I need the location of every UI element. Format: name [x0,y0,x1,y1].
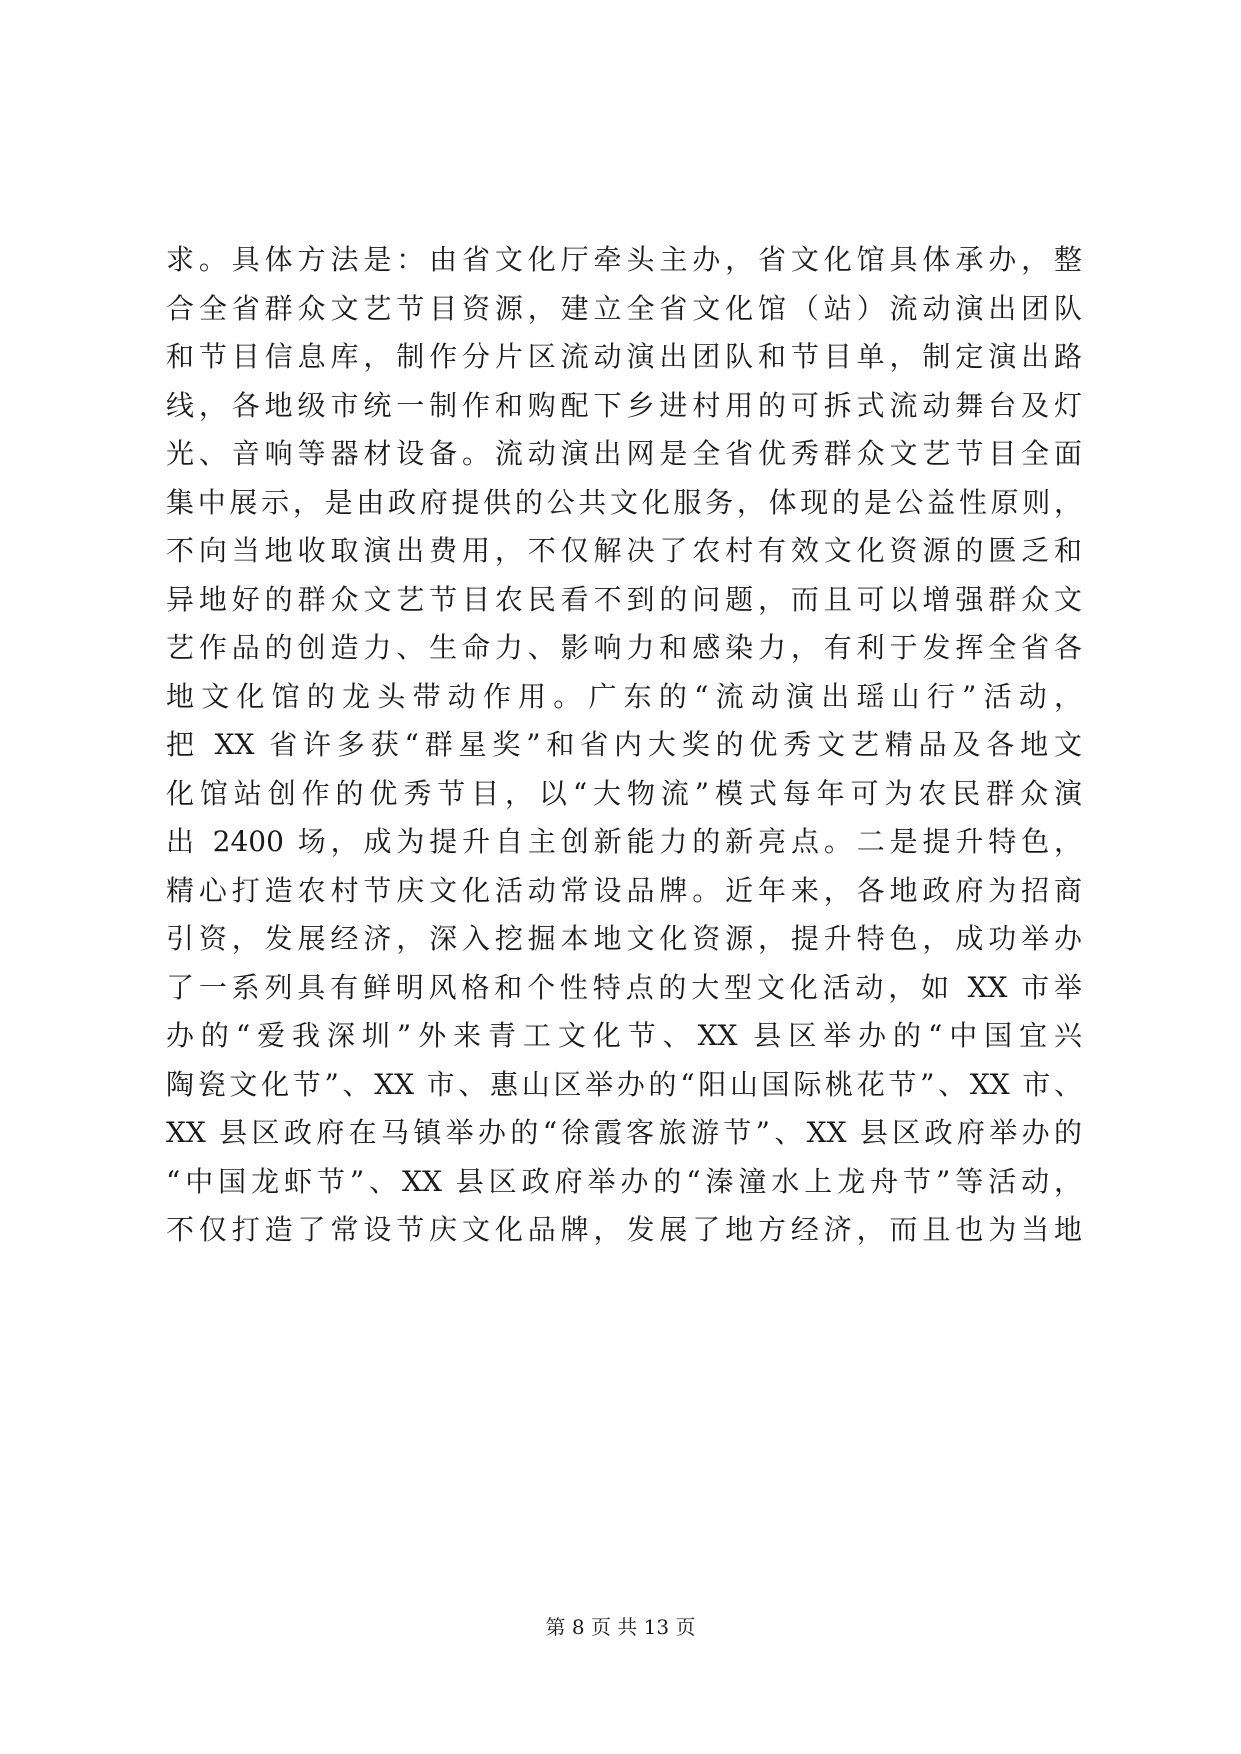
text-line: 不仅打造了常设节庆文化品牌，发展了地方经济，而且也为当地 [166,1213,1082,1246]
text-line: 精心打造农村节庆文化活动常设品牌。近年来，各地政府为招商 [166,873,1082,907]
text-line: 办的“爱我深圳”外来青工文化节、XX 县区举办的“中国宜兴 [166,1019,1082,1052]
text-line: 地文化馆的龙头带动作用。广东的“流动演出瑶山行”活动， [166,679,1082,713]
text-line: 不向当地收取演出费用，不仅解决了农村有效文化资源的匮乏和 [166,534,1082,567]
body-text [166,236,1082,1255]
text-line: 光、音响等器材设备。流动演出网是全省优秀群众文艺节目全面 [166,437,1082,470]
text-line: 求。具体方法是：由省文化厅牵头主办，省文化馆具体承办，整 [166,243,1082,276]
text-line: XX 县区政府在马镇举办的“徐霞客旅游节”、XX 县区政府举办的 [166,1116,1082,1149]
text-line: 和节目信息库，制作分片区流动演出团队和节目单，制定演出路 [166,340,1082,373]
text-line: 出 2400 场，成为提升自主创新能力的新亮点。二是提升特色， [166,825,1082,858]
text-line: 线，各地级市统一制作和购配下乡进村用的可拆式流动舞台及灯 [166,388,1082,422]
text-line: 异地好的群众文艺节目农民看不到的问题，而且可以增强群众文 [166,582,1082,616]
text-line: 集中展示，是由政府提供的公共文化服务，体现的是公益性原则， [166,485,1082,519]
page-footer: 第 8 页 共 13 页 [545,1615,696,1639]
text-line: 了一系列具有鲜明风格和个性特点的大型文化活动，如 XX 市举 [166,970,1082,1004]
text-line: 合全省群众文艺节目资源，建立全省文化馆（站）流动演出团队 [166,291,1082,325]
text-line: “中国龙虾节”、XX 县区政府举办的“溱潼水上龙舟节”等活动， [166,1164,1082,1198]
text-line: 把 XX 省许多获“群星奖”和省内大奖的优秀文艺精品及各地文 [166,728,1082,761]
text-line: 艺作品的创造力、生命力、影响力和感染力，有利于发挥全省各 [166,631,1082,664]
text-line: 化馆站创作的优秀节目，以“大物流”模式每年可为农民群众演 [166,776,1082,810]
text-line: 陶瓷文化节”、XX 市、惠山区举办的“阳山国际桃花节”、XX 市、 [166,1067,1082,1101]
text-line: 引资，发展经济，深入挖掘本地文化资源，提升特色，成功举办 [166,922,1082,955]
